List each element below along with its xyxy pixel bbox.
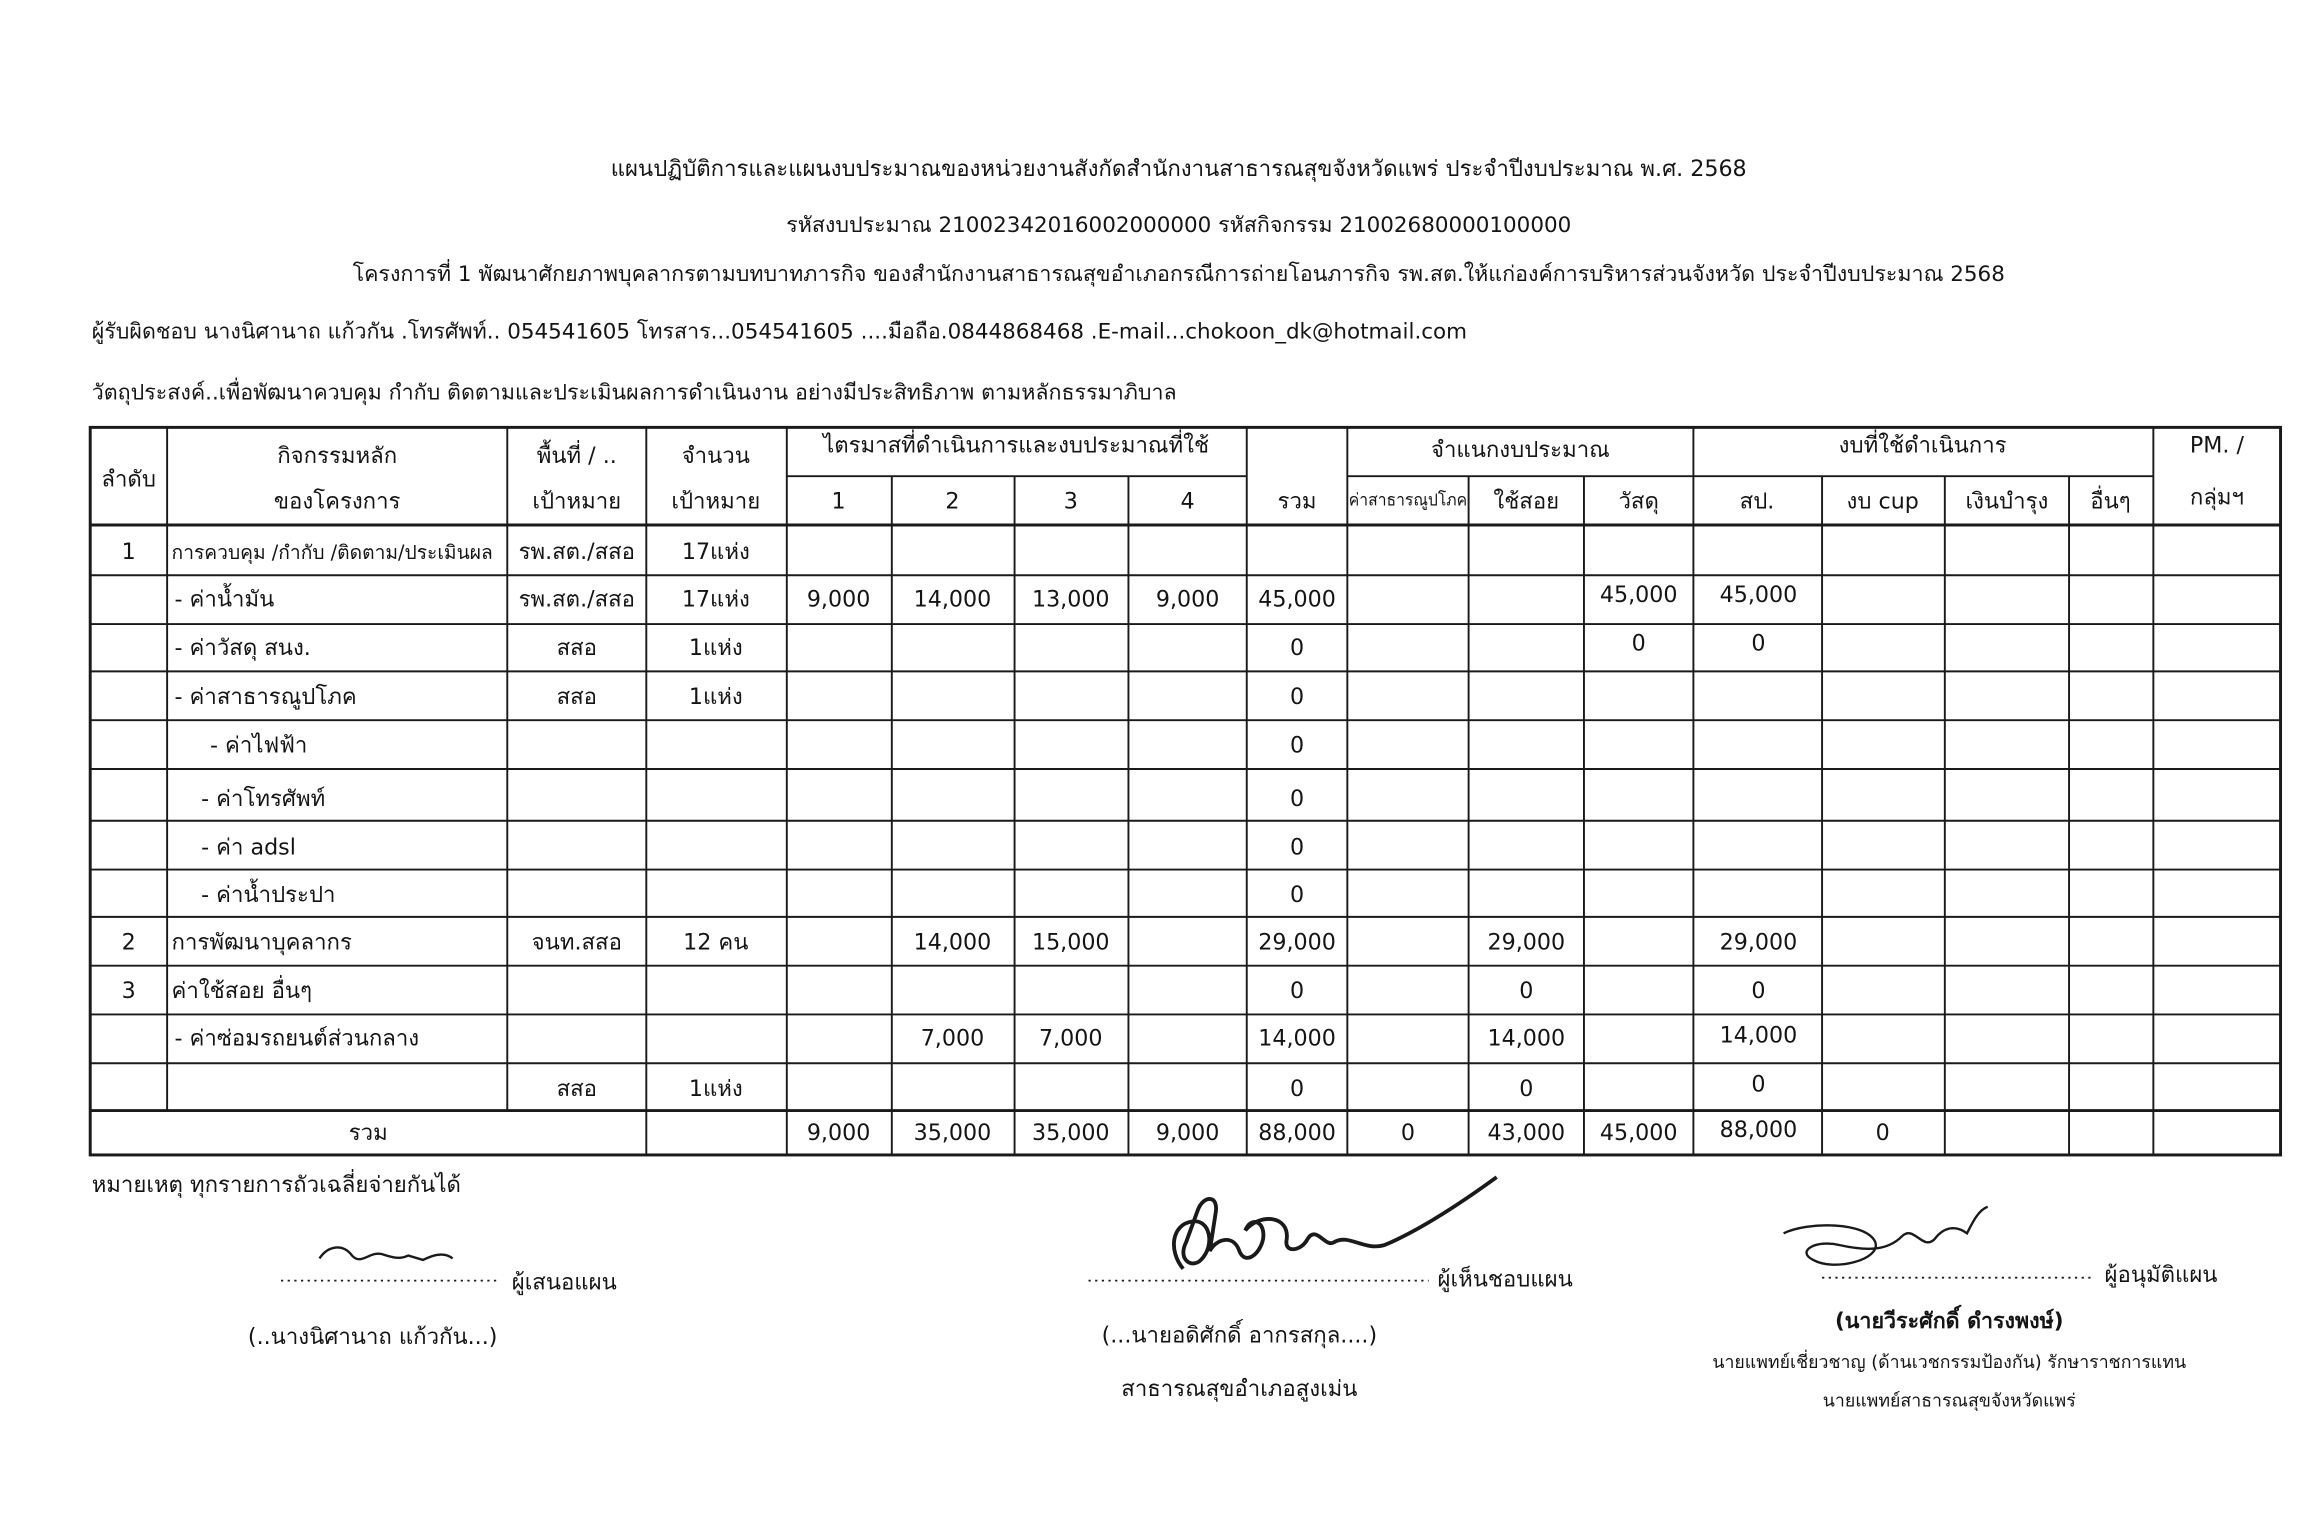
cell-sp: 14,000 [1719,1022,1798,1049]
header-target: จำนวน [681,442,750,469]
proposer-signature-mark [319,1247,452,1259]
cell-activity: ค่าใช้สอย อื่นๆ [171,978,313,1005]
cell-expense: 0 [1519,978,1534,1005]
cell-area: สสอ [556,635,597,662]
proposer-name: (..นางนิศานาถ แก้วกัน...) [247,1324,498,1351]
cell-target: 1แห่ง [688,1075,743,1102]
row-staff-development [122,929,1798,955]
row-water [201,878,1304,908]
reviewer-role: ผู้เห็นชอบแผน [1437,1266,1573,1293]
cell-sp: 0 [1751,978,1766,1005]
document-title: แผนปฏิบัติการและแผนงบประมาณของหน่วยงานสังกัดสำนักงานสาธารณสุขจังหวัดแพร่ ประจำปีงบประมาณ พ.ศ. 2568 [610,155,1747,182]
approver-name: (นายวีระศักดิ์ ดำรงพงษ์) [1834,1308,2064,1334]
row-telephone [201,786,1304,812]
header-area-sub: เป้าหมาย [532,488,622,515]
header-pm-sub: กลุ่มฯ [2189,484,2244,511]
signature-reviewer [1089,1177,1573,1402]
cell-q2: 14,000 [913,586,992,613]
cell-area: สสอ [556,1075,597,1102]
cell-expense: 29,000 [1487,929,1566,956]
reviewer-name: (...นายอดิศักดิ์ อากรสกุล....) [1101,1322,1378,1349]
total-expense: 43,000 [1487,1120,1566,1147]
total-utility: 0 [1400,1120,1416,1147]
cell-target: 17แห่ง [681,586,750,613]
signature-approver [1712,1207,2217,1412]
cell-activity: - ค่าวัสดุ สนง. [174,635,311,662]
cell-q2: 14,000 [913,929,992,956]
total-total: 88,000 [1258,1120,1336,1147]
cell-activity: - ค่าน้ำประปา [201,882,336,909]
responsible-person: ผู้รับผิดชอบ นางนิศานาถ แก้วกัน .โทรศัพท์.. 054541605 โทรสาร...054541605 ....มือถือ.0844868468 .E-mail...chokoon_dk@hotmail.com [91,319,1468,345]
cell-sp: 0 [1751,630,1766,657]
cell-target: 1แห่ง [688,635,743,662]
cell-total: 0 [1289,683,1305,710]
cell-activity: - ค่าโทรศัพท์ [201,785,326,812]
cell-total: 0 [1289,978,1305,1005]
proposer-role: ผู้เสนอแผน [511,1269,617,1296]
cell-area: รพ.สต./สสอ [518,538,635,565]
cell-activity: - ค่าไฟฟ้า [210,732,308,759]
cell-q1: 9,000 [806,586,871,613]
header-q4: 4 [1180,488,1195,515]
total-cup: 0 [1875,1120,1890,1147]
cell-activity: - ค่า adsl [201,834,296,861]
budget-codes: รหัสงบประมาณ 21002342016002000000 รหัสกิจกรรม 21002680000100000 [786,213,1572,239]
cell-target: 17แห่ง [681,538,750,565]
cell-area: จนท.สสอ [531,929,622,956]
header-utility: ค่าสาธารณูปโภค [1348,490,1477,511]
approver-role: ผู้อนุมัติแผน [2104,1262,2218,1289]
total-q1: 9,000 [806,1120,871,1147]
header-classify: จำแนกงบประมาณ [1430,436,1610,463]
cell-material: 45,000 [1599,581,1678,608]
cell-total: 0 [1289,635,1305,662]
header-sp: สป. [1739,488,1775,515]
table-header [101,430,2244,515]
header-activity-sub: ของโครงการ [273,488,401,515]
signature-proposer [248,1247,617,1350]
header-q1: 1 [831,488,846,515]
row-adsl [201,835,1304,861]
project-title: โครงการที่ 1 พัฒนาศักยภาพบุคลากรตามบทบาทภารกิจ ของสำนักงานสาธารณสุขอำเภอกรณีการถ่ายโอนภารกิจ รพ.สต.ให้แก่องค์การบริหารส่วนจังหวัด ประจำปีงบประมาณ 2568 [352,261,2005,287]
cell-total: 45,000 [1258,586,1336,613]
header-activity: กิจกรรมหลัก [277,442,398,469]
total-row [349,1117,1890,1146]
cell-sp: 0 [1751,1071,1766,1098]
cell-sp: 29,000 [1719,929,1798,956]
row-office-supplies [175,631,1766,661]
header-expense: ใช้สอย [1493,488,1560,515]
cell-no: 2 [121,929,136,956]
reviewer-signature-mark [1174,1177,1497,1269]
header-cup: งบ cup [1846,488,1919,515]
cell-area: สสอ [556,683,597,710]
approver-position-sub: นายแพทย์สาธารณสุขจังหวัดแพร่ [1822,1391,2076,1412]
row-control [122,539,750,565]
row-electricity [210,733,1304,759]
cell-q2: 7,000 [920,1025,985,1052]
cell-activity: การพัฒนาบุคลากร [171,929,352,956]
cell-activity: - ค่าสาธารณูปโภค [174,683,357,710]
cell-no: 3 [121,978,136,1005]
cell-activity: - ค่าน้ำมัน [174,586,275,613]
header-funding-source: งบที่ใช้ดำเนินการ [1838,432,2007,459]
header-target-sub: เป้าหมาย [671,488,761,515]
header-material: วัสดุ [1618,488,1659,515]
approver-signature-mark [1784,1207,1988,1265]
cell-total: 14,000 [1258,1025,1336,1052]
cell-total: 0 [1289,785,1305,812]
cell-target: 1แห่ง [688,683,743,710]
row-car-repair [175,1023,1798,1052]
approver-position: นายแพทย์เชี่ยวชาญ (ด้านเวชกรรมป้องกัน) รักษาราชการแทน [1712,1352,2187,1373]
cell-total: 0 [1289,882,1305,909]
cell-activity: - ค่าซ่อมรถยนต์ส่วนกลาง [174,1025,420,1052]
header-maintenance-fund: เงินบำรุง [1965,488,2049,515]
cell-q3: 13,000 [1031,586,1110,613]
total-sp: 88,000 [1719,1117,1798,1144]
row-fuel [175,582,1798,612]
header-pm: PM. / [2189,432,2244,459]
cell-q4: 9,000 [1155,586,1220,613]
header-q3: 3 [1063,488,1078,515]
cell-area: รพ.สต./สสอ [518,586,635,613]
reviewer-position: สาธารณสุขอำเภอสูงเม่น [1121,1375,1358,1402]
header-q2: 2 [945,488,960,515]
total-label: รวม [348,1120,388,1147]
cell-expense: 14,000 [1487,1025,1566,1052]
row-other-expenses [122,975,1766,1004]
header-area: พื้นที่ / .. [536,442,617,469]
header-no: ลำดับ [101,466,156,493]
footnote: หมายเหตุ ทุกรายการถัวเฉลี่ยจ่ายกันได้ [91,1171,461,1198]
cell-total: 29,000 [1258,929,1336,956]
total-q4: 9,000 [1155,1120,1220,1147]
header-other: อื่นๆ [2090,488,2131,515]
cell-q3: 7,000 [1039,1025,1103,1052]
cell-sp: 45,000 [1719,581,1798,608]
cell-activity: การควบคุม /กำกับ /ติดตาม/ประเมินผล [171,540,493,564]
cell-total: 0 [1289,1075,1305,1102]
header-total: รวม [1277,488,1317,515]
total-q2: 35,000 [913,1120,992,1147]
cell-q3: 15,000 [1031,929,1110,956]
objective: วัตถุประสงค์..เพื่อพัฒนาควบคุม กำกับ ติดตามและประเมินผลการดำเนินงาน อย่างมีประสิทธิภาพ ตามหลักธรรมาภิบาล [91,380,1177,406]
cell-total: 0 [1289,834,1305,861]
total-q3: 35,000 [1031,1120,1110,1147]
row-utilities [175,684,1305,710]
cell-expense: 0 [1519,1075,1534,1102]
total-material: 45,000 [1599,1120,1678,1147]
cell-material: 0 [1631,630,1646,657]
cell-target: 12 คน [683,929,749,956]
header-quarters: ไตรมาสที่ดำเนินการและงบประมาณที่ใช้ [823,432,1210,459]
cell-no: 1 [121,538,136,565]
cell-total: 0 [1289,732,1305,759]
